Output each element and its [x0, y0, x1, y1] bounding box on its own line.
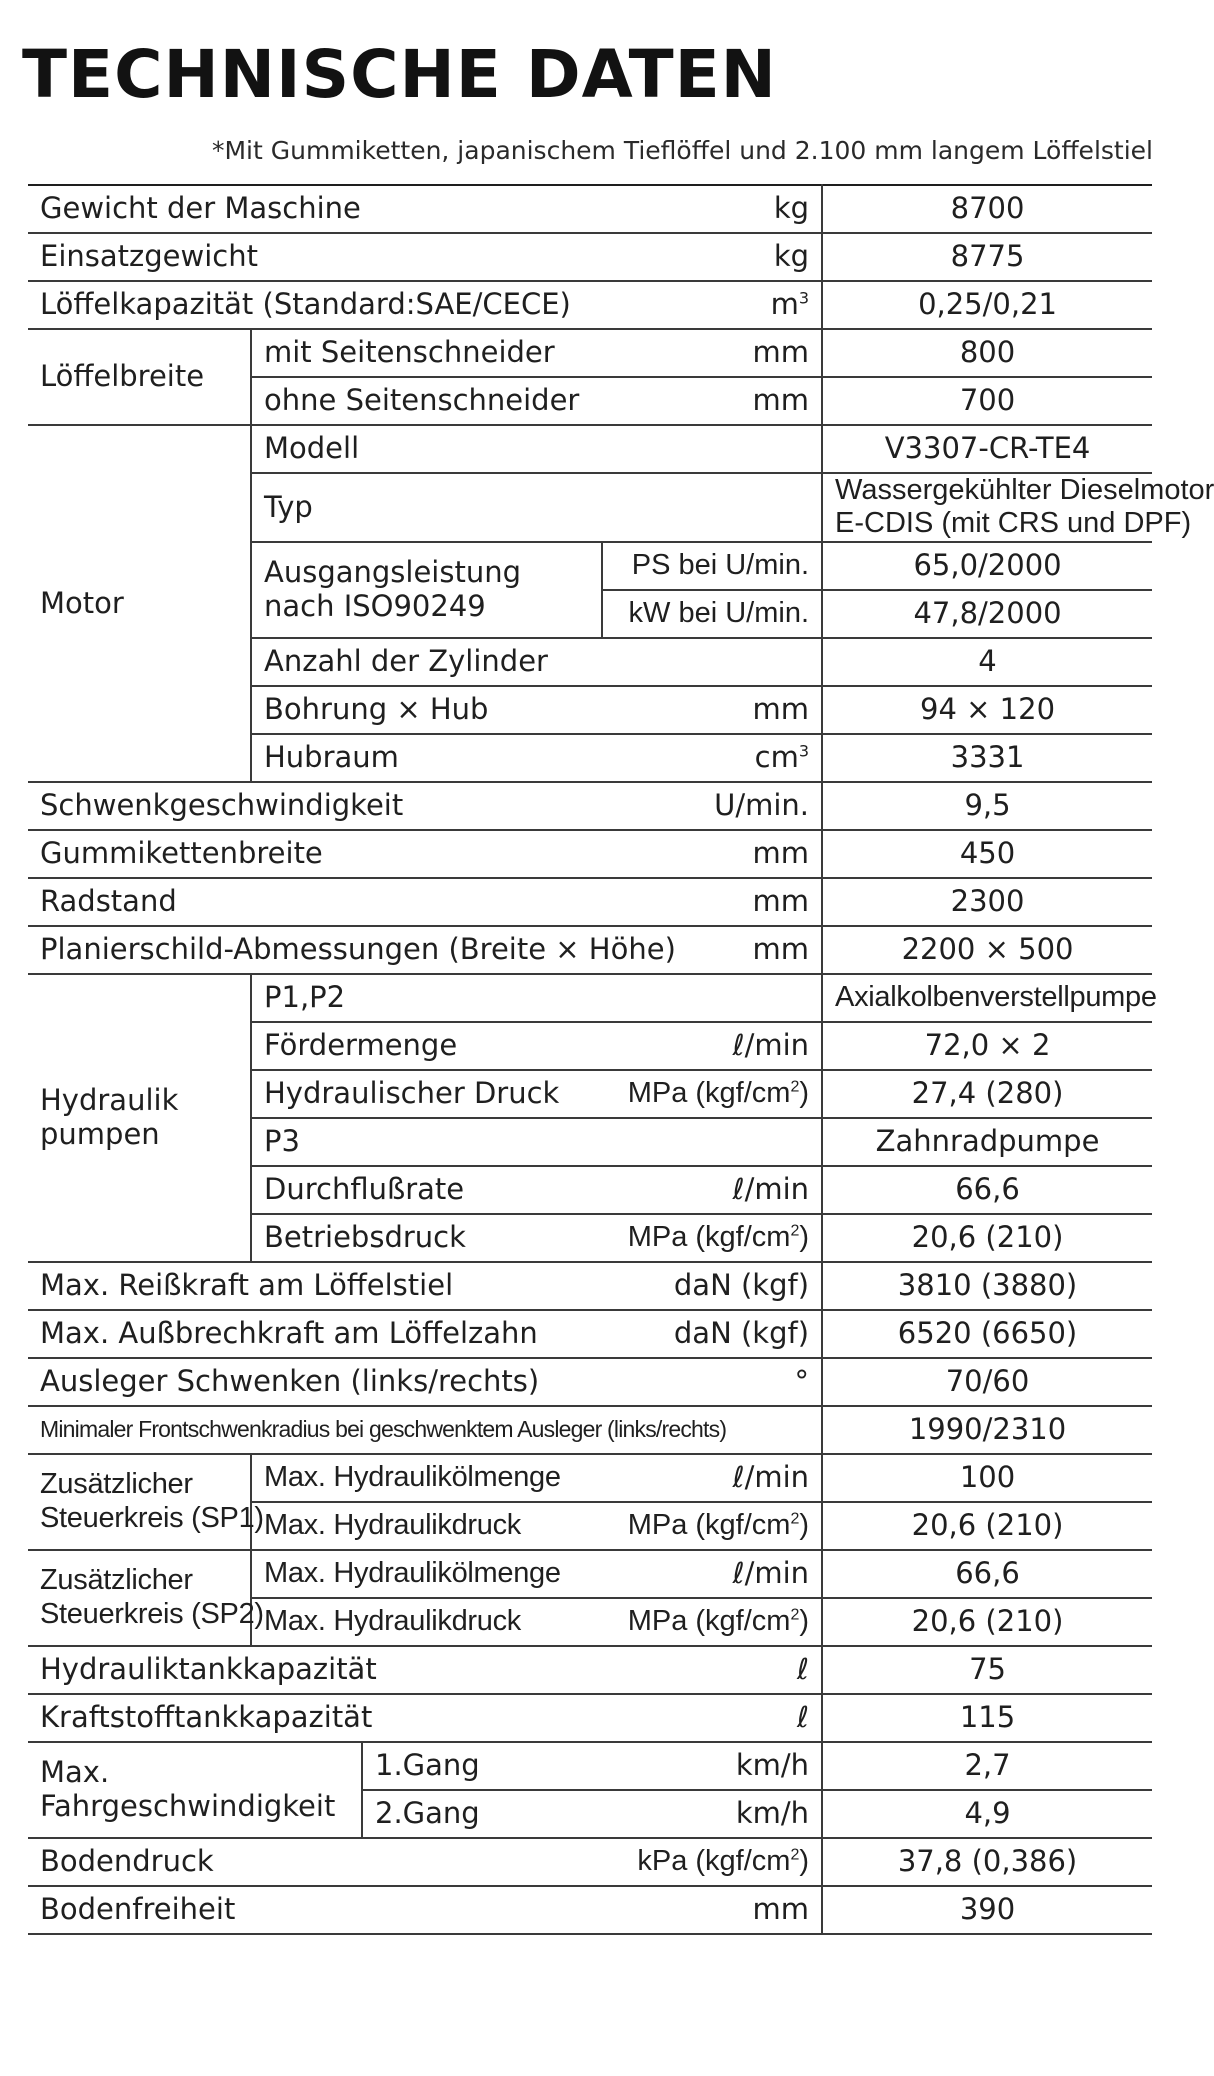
row-label: Hydrauliktankkapazität	[28, 1646, 602, 1694]
row-value: 75	[822, 1646, 1152, 1694]
row-value: 66,6	[822, 1166, 1152, 1214]
row-label: Minimaler Frontschwenkradius bei geschwenktem Ausleger (links/rechts)	[28, 1406, 822, 1454]
row-label: mit Seitenschneider	[251, 329, 602, 377]
row-label: Bodendruck	[28, 1838, 602, 1886]
row-label: Max. Hydraulikölmenge	[251, 1454, 602, 1502]
table-row	[28, 1550, 1152, 1598]
row-value: 115	[822, 1694, 1152, 1742]
row-unit	[602, 1502, 822, 1550]
value-line: Wassergekühlter Dieselmotor	[835, 474, 1214, 506]
unit-text: MPa (kgf/cm	[627, 1509, 791, 1542]
row-label: Modell	[251, 425, 822, 473]
row-unit: kW bei U/min.	[602, 590, 822, 638]
unit-text: )	[799, 1605, 810, 1638]
row-label: Einsatzgewicht	[28, 233, 602, 281]
row-unit: mm	[602, 329, 822, 377]
unit-text: MPa (kgf/cm	[627, 1221, 791, 1254]
row-unit	[602, 281, 822, 329]
table-row	[28, 1358, 1152, 1406]
row-unit: daN (kgf)	[602, 1262, 822, 1310]
label-line: nach ISO90249	[264, 588, 486, 623]
row-label: Ausleger Schwenken (links/rechts)	[28, 1358, 602, 1406]
row-unit: ℓ/min	[602, 1454, 822, 1502]
row-value: 66,6	[822, 1550, 1152, 1598]
row-unit: PS bei U/min.	[602, 542, 822, 590]
row-value: 450	[822, 830, 1152, 878]
row-label: 2.Gang	[362, 1790, 602, 1838]
table-row	[28, 878, 1152, 926]
row-unit: km/h	[602, 1742, 822, 1790]
row-value: 2,7	[822, 1742, 1152, 1790]
row-value: 3331	[822, 734, 1152, 782]
table-row	[28, 1406, 1152, 1454]
row-unit: mm	[602, 1886, 822, 1934]
table-row	[28, 1262, 1152, 1310]
unit-text: MPa (kgf/cm	[627, 1605, 791, 1638]
row-value: 0,25/0,21	[822, 281, 1152, 329]
row-label: P1,P2	[251, 974, 822, 1022]
unit-text: m	[770, 287, 799, 322]
row-value: 1990/2310	[822, 1406, 1152, 1454]
unit-text: )	[799, 1077, 810, 1110]
unit-text: )	[799, 1221, 810, 1254]
table-row	[28, 185, 1152, 233]
row-value: 65,0/2000	[822, 542, 1152, 590]
unit-text: )	[799, 1509, 810, 1542]
row-value: 47,8/2000	[822, 590, 1152, 638]
row-label: Fördermenge	[251, 1022, 602, 1070]
group-label-loeffelbreite: Löffelbreite	[28, 329, 251, 425]
row-value: 27,4 (280)	[822, 1070, 1152, 1118]
value-line: E-CDIS (mit CRS und DPF)	[835, 507, 1192, 540]
row-unit: kg	[602, 233, 822, 281]
row-value: 8775	[822, 233, 1152, 281]
row-label: Max. Hydraulikölmenge	[251, 1550, 602, 1598]
table-row	[28, 329, 1152, 377]
group-label-sp1	[28, 1454, 264, 1550]
row-label: Max. Außbrechkraft am Löffelzahn	[28, 1310, 602, 1358]
row-unit: mm	[602, 878, 822, 926]
row-value: 20,6 (210)	[822, 1502, 1152, 1550]
row-label: Planierschild-Abmessungen (Breite × Höhe)	[28, 926, 602, 974]
label-line: Max.	[40, 1755, 110, 1790]
table-row	[28, 1742, 1152, 1790]
row-label: Kraftstofftankkapazität	[28, 1694, 602, 1742]
table-row	[28, 926, 1152, 974]
row-value: 4,9	[822, 1790, 1152, 1838]
row-unit: mm	[602, 830, 822, 878]
row-value: 20,6 (210)	[822, 1214, 1152, 1262]
table-row	[28, 1454, 1152, 1502]
row-label: Max. Hydraulikdruck	[251, 1598, 602, 1646]
page-title: TECHNISCHE DATEN	[22, 36, 777, 113]
row-value: 70/60	[822, 1358, 1152, 1406]
label-line: Zusätzlicher	[40, 1564, 193, 1597]
row-unit: daN (kgf)	[602, 1310, 822, 1358]
row-value: 700	[822, 377, 1152, 425]
row-unit: ℓ/min	[602, 1022, 822, 1070]
row-unit: ℓ	[602, 1646, 822, 1694]
row-label: Bodenfreiheit	[28, 1886, 602, 1934]
label-line: Hydraulik	[40, 1083, 179, 1118]
row-label: Anzahl der Zylinder	[251, 638, 822, 686]
row-value: 390	[822, 1886, 1152, 1934]
group-label-sp2	[28, 1550, 264, 1646]
ausgangsleistung-label	[251, 542, 602, 638]
row-label: Löffelkapazität (Standard:SAE/CECE)	[28, 281, 602, 329]
row-unit: °	[602, 1358, 822, 1406]
row-label: Max. Hydraulikdruck	[251, 1502, 602, 1550]
row-unit: U/min.	[602, 782, 822, 830]
unit-superscript: 2	[790, 1510, 800, 1528]
row-value: 2200 × 500	[822, 926, 1152, 974]
label-line: Zusätzlicher	[40, 1468, 193, 1501]
row-label: Durchflußrate	[251, 1166, 602, 1214]
row-value: 6520 (6650)	[822, 1310, 1152, 1358]
table-row	[28, 1838, 1152, 1886]
row-value: 100	[822, 1454, 1152, 1502]
row-label: Betriebsdruck	[251, 1214, 602, 1262]
row-value: Axialkolbenverstellpumpe	[822, 974, 1152, 1022]
row-label: Typ	[251, 473, 822, 542]
row-label: Gummikettenbreite	[28, 830, 602, 878]
row-value: 37,8 (0,386)	[822, 1838, 1152, 1886]
unit-text: )	[799, 1845, 810, 1878]
group-label-motor: Motor	[28, 425, 251, 782]
row-label: 1.Gang	[362, 1742, 602, 1790]
row-value: 800	[822, 329, 1152, 377]
row-label: P3	[251, 1118, 822, 1166]
table-row	[28, 1646, 1152, 1694]
unit-text: kPa (kgf/cm	[637, 1845, 791, 1878]
row-label: ohne Seitenschneider	[251, 377, 602, 425]
label-line: pumpen	[40, 1116, 160, 1151]
table-row	[28, 425, 1152, 473]
row-unit: km/h	[602, 1790, 822, 1838]
row-label: Gewicht der Maschine	[28, 185, 602, 233]
unit-superscript: 3	[798, 288, 810, 308]
row-unit: mm	[602, 926, 822, 974]
row-label: Hydraulischer Druck	[251, 1070, 602, 1118]
spec-table	[28, 184, 1214, 1935]
table-row	[28, 830, 1152, 878]
row-value: 3810 (3880)	[822, 1262, 1152, 1310]
table-row	[28, 782, 1152, 830]
row-unit: ℓ/min	[602, 1166, 822, 1214]
unit-superscript: 2	[790, 1222, 800, 1240]
row-unit	[602, 1070, 822, 1118]
label-line: Steuerkreis (SP2)	[40, 1597, 264, 1630]
row-unit: mm	[602, 377, 822, 425]
row-label: Hubraum	[251, 734, 602, 782]
row-label: Radstand	[28, 878, 602, 926]
row-value: 8700	[822, 185, 1152, 233]
footnote: *Mit Gummiketten, japanischem Tieflöffel und 2.100 mm langem Löffelstiel	[211, 136, 1153, 165]
row-value: V3307-CR-TE4	[822, 425, 1152, 473]
table-row	[28, 1310, 1152, 1358]
row-value: 9,5	[822, 782, 1152, 830]
group-label-hydraulikpumpen	[28, 974, 251, 1262]
row-value: 2300	[822, 878, 1152, 926]
row-label: Bohrung × Hub	[251, 686, 602, 734]
unit-text: cm	[754, 740, 799, 775]
row-unit: ℓ	[602, 1694, 822, 1742]
unit-superscript: 2	[790, 1078, 800, 1096]
row-value: 4	[822, 638, 1152, 686]
group-label-fahrgeschwindigkeit	[28, 1742, 362, 1838]
label-line: Fahrgeschwindigkeit	[40, 1788, 336, 1823]
row-unit: mm	[602, 686, 822, 734]
table-row	[28, 974, 1152, 1022]
row-value: 72,0 × 2	[822, 1022, 1152, 1070]
row-value: Zahnradpumpe	[822, 1118, 1152, 1166]
row-unit: kg	[602, 185, 822, 233]
row-unit	[602, 1838, 822, 1886]
label-line: Steuerkreis (SP1)	[40, 1501, 264, 1534]
unit-text: MPa (kgf/cm	[627, 1077, 791, 1110]
unit-superscript: 3	[798, 741, 810, 761]
table-row	[28, 1694, 1152, 1742]
row-value: 94 × 120	[822, 686, 1152, 734]
row-unit	[602, 734, 822, 782]
table-row	[28, 233, 1152, 281]
row-value: 20,6 (210)	[822, 1598, 1152, 1646]
table-row	[28, 1886, 1152, 1934]
table-row	[28, 281, 1152, 329]
row-unit: ℓ/min	[602, 1550, 822, 1598]
row-unit	[602, 1598, 822, 1646]
unit-superscript: 2	[790, 1846, 800, 1864]
row-unit	[602, 1214, 822, 1262]
row-label: Schwenkgeschwindigkeit	[28, 782, 602, 830]
unit-superscript: 2	[790, 1606, 800, 1624]
row-value	[822, 473, 1214, 542]
row-label: Max. Reißkraft am Löffelstiel	[28, 1262, 602, 1310]
label-line: Ausgangsleistung	[264, 555, 522, 590]
